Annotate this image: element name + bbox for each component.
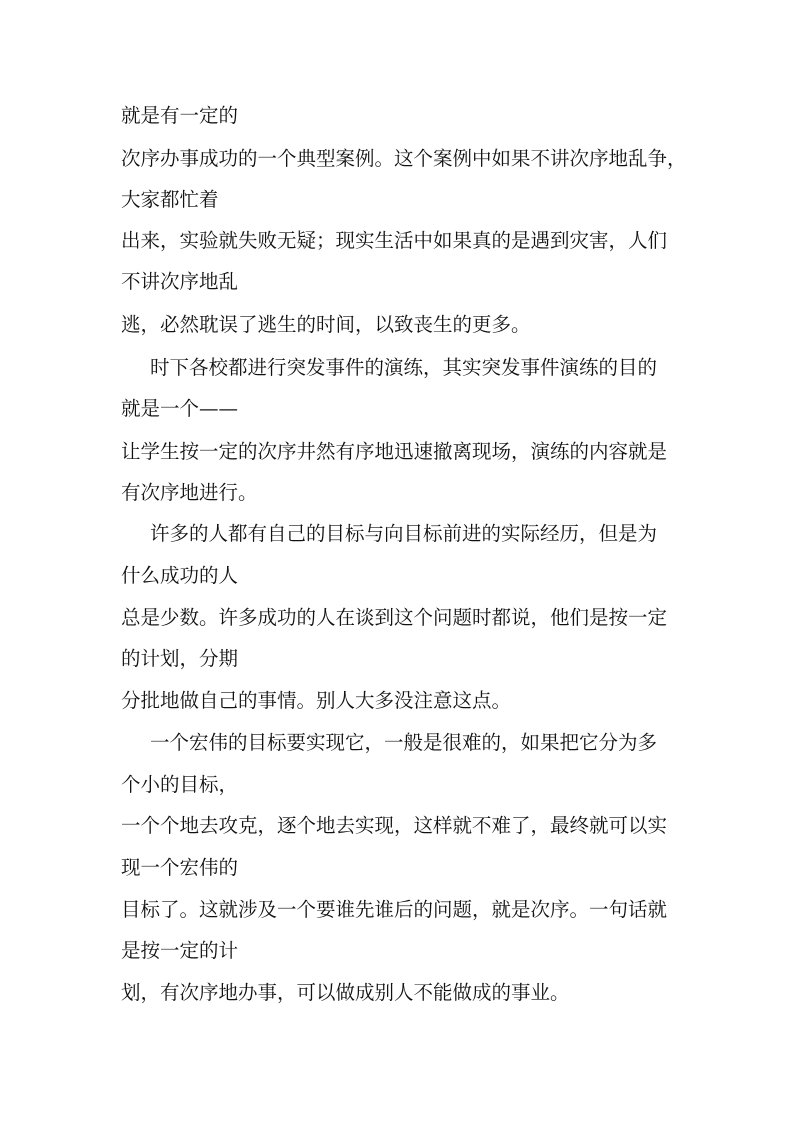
text-line-6: 逃，必然耽误了逃生的时间，以致丧生的更多。 xyxy=(121,313,531,336)
text-line-21: 是按一定的计 xyxy=(121,939,239,962)
text-line-16: 一个宏伟的目标要实现它，一般是很难的，如果把它分为多 xyxy=(150,731,658,754)
text-line-17: 个小的目标， xyxy=(121,773,239,796)
text-line-9: 让学生按一定的次序井然有序地迅速撤离现场，演练的内容就是 xyxy=(121,440,668,463)
text-line-22: 划，有次序地办事，可以做成别人不能做成的事业。 xyxy=(121,981,570,1004)
text-line-4: 出来，实验就失败无疑；现实生活中如果真的是遇到灾害，人们 xyxy=(121,229,668,252)
text-line-20: 目标了。这就涉及一个要谁先谁后的问题，就是次序。一句话就 xyxy=(121,898,668,921)
text-line-11: 许多的人都有自己的目标与向目标前进的实际经历，但是为 xyxy=(150,522,658,545)
text-line-12: 什么成功的人 xyxy=(121,564,239,587)
text-line-15: 分批地做自己的事情。别人大多没注意这点。 xyxy=(121,689,512,712)
text-line-2: 次序办事成功的一个典型案例。这个案例中如果不讲次序地乱争， xyxy=(121,147,687,170)
text-line-7: 时下各校都进行突发事件的演练，其实突发事件演练的目的 xyxy=(150,356,658,379)
text-line-8: 就是一个—— xyxy=(121,397,239,420)
text-line-10: 有次序地进行。 xyxy=(121,481,258,504)
text-line-18: 一个个地去攻克，逐个地去实现，这样就不难了，最终就可以实 xyxy=(121,814,668,837)
text-line-19: 现一个宏伟的 xyxy=(121,856,239,879)
text-line-13: 总是少数。许多成功的人在谈到这个问题时都说，他们是按一定 xyxy=(121,606,668,629)
text-line-14: 的计划，分期 xyxy=(121,647,239,670)
text-line-1: 就是有一定的 xyxy=(121,104,239,127)
text-line-5: 不讲次序地乱 xyxy=(121,270,239,293)
text-line-3: 大家都忙着 xyxy=(121,188,219,211)
